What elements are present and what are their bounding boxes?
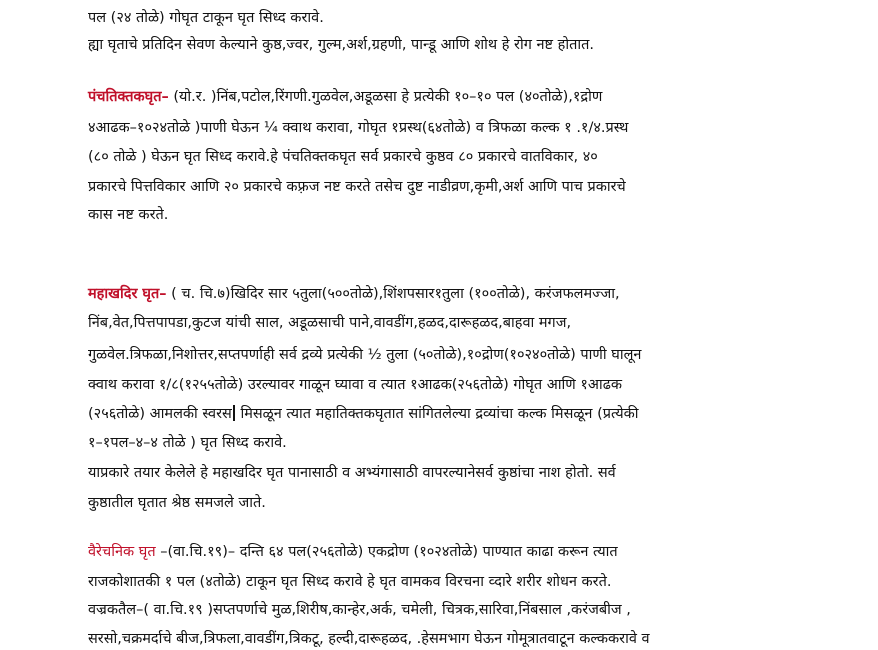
mahakhadira-line-6: १–१पल–४–४ तोळे ) घृत सिध्द करावे. <box>88 435 287 451</box>
panchatikta-line-3: (८० तोळे ) घेऊन घृत सिध्द करावे.हे पंचतिक्तकघृत सर्व प्रकारचे कुष्ठव ८० प्रकारचे वातविकार, ४० <box>88 149 598 165</box>
intro-line-2: ह्या घृताचे प्रतिदिन सेवण केल्याने कुष्ठ,ज्वर, गुल्म,अर्श,ग्रहणी, पान्डू आणि शोथ हे रोग नष्ट होतात. <box>88 37 594 53</box>
mahakhadira-text-1: ( च. चि.७)खिदिर सार ५तुला(५००तोळे),शिंशपसार१तुला (१००तोळे), करंजफलमज्जा, <box>166 286 620 302</box>
panchatikta-heading: पंचतिक्तकघृत– <box>88 89 169 105</box>
vairechanik-heading: वैरेचनिक घृत <box>88 544 156 560</box>
vairechanik-line-4: सरसो,चक्रमर्दाचे बीज,त्रिफला,वावडींग,त्रिकटू, हल्दी,दारूहळद, .हेसमभाग घेऊन गोमूत्रातवाटून कल्ककरावे व <box>88 631 650 647</box>
text-cursor <box>233 405 235 421</box>
panchatikta-line-4: प्रकारचे पित्तविकार आणि २० प्रकारचे कफ़्रज नष्ट करते तसेच दुष्ट नाडीव्रण,कृमी,अर्श आणि पाच प्रकारचे <box>88 179 626 195</box>
panchatikta-text-1: (यो.र. )निंब,पटोल,रिंगणी.गुळवेल,अडूळसा हे प्रत्येकी १०–१० पल (४०तोळे),१द्रोण <box>168 89 603 105</box>
mahakhadira-heading: महाखदिर घृत– <box>88 286 167 302</box>
panchatikta-line-5: कास नष्ट करते. <box>88 207 169 223</box>
vairechanik-text-1: –(वा.चि.१९)– दन्ति ६४ पल(२५६तोळे) एकद्रोण (१०२४तोळे) पाण्यात काढा करून त्यात <box>155 544 618 560</box>
panchatikta-line-1 <box>88 88 602 106</box>
mahakhadira-line-3: गुळवेल.त्रिफळा,निशोत्तर,सप्तपर्णाही सर्व द्रव्ये प्रत्येकी ½ तुला (५०तोळे),१०द्रोण(१०२४०तोळे) पाणी घालून <box>88 347 642 363</box>
vairechanik-line-3: वज्रकतैल–( वा.चि.१९ )सप्तपर्णाचे मुळ,शिरीष,कान्हेर,अर्क, चमेली, चित्रक,सारिवा,निंबसाल ,करंजबीज , <box>88 602 631 618</box>
mahakhadira-text-5a: (२५६तोळे) आमलकी स्वरस <box>88 406 232 422</box>
mahakhadira-line-4: क्वाथ करावा १/८(१२५५तोळे) उरल्यावर गाळून घ्यावा व त्यात १आढक(२५६तोळे) गोघृत आणि १आढक <box>88 377 623 393</box>
panchatikta-line-2: ४आढक–१०२४तोळे )पाणी घेऊन ¼ क्वाथ करावा, गोघृत १प्रस्थ(६४तोळे) व त्रिफळा कल्क १ .१/४.प्रस्थ <box>88 120 629 136</box>
intro-line-1: पल (२४ तोळे) गोघृत टाकून घृत सिध्द करावे. <box>88 10 324 26</box>
mahakhadira-line-1 <box>88 285 620 303</box>
vairechanik-line-1 <box>88 543 618 561</box>
vairechanik-line-2: राजकोशातकी १ पल (४तोळे) टाकून घृत सिध्द करावे हे घृत वामकव विरचना व्दारे शरीर शोधन करते. <box>88 574 612 590</box>
mahakhadira-line-7: याप्रकारे तयार केलेले हे महाखदिर घृत पानासाठी व अभ्यंगासाठी वापरल्यानेसर्व कुष्ठांचा नाश होतो. सर्व <box>88 465 616 481</box>
mahakhadira-line-5 <box>88 405 639 423</box>
mahakhadira-text-5b: मिसळून त्यात महातिक्तकघृतात सांगितलेल्या द्रव्यांचा कल्क मिसळून (प्रत्येकी <box>235 406 639 422</box>
mahakhadira-line-8: कुष्ठातील घृतात श्रेष्ठ समजले जाते. <box>88 495 266 511</box>
mahakhadira-line-2: निंब,वेत,पित्तपापडा,कुटज यांची साल, अडूळसाची पाने,वावडींग,हळद,दारूहळद,बाहवा मगज, <box>88 315 572 331</box>
